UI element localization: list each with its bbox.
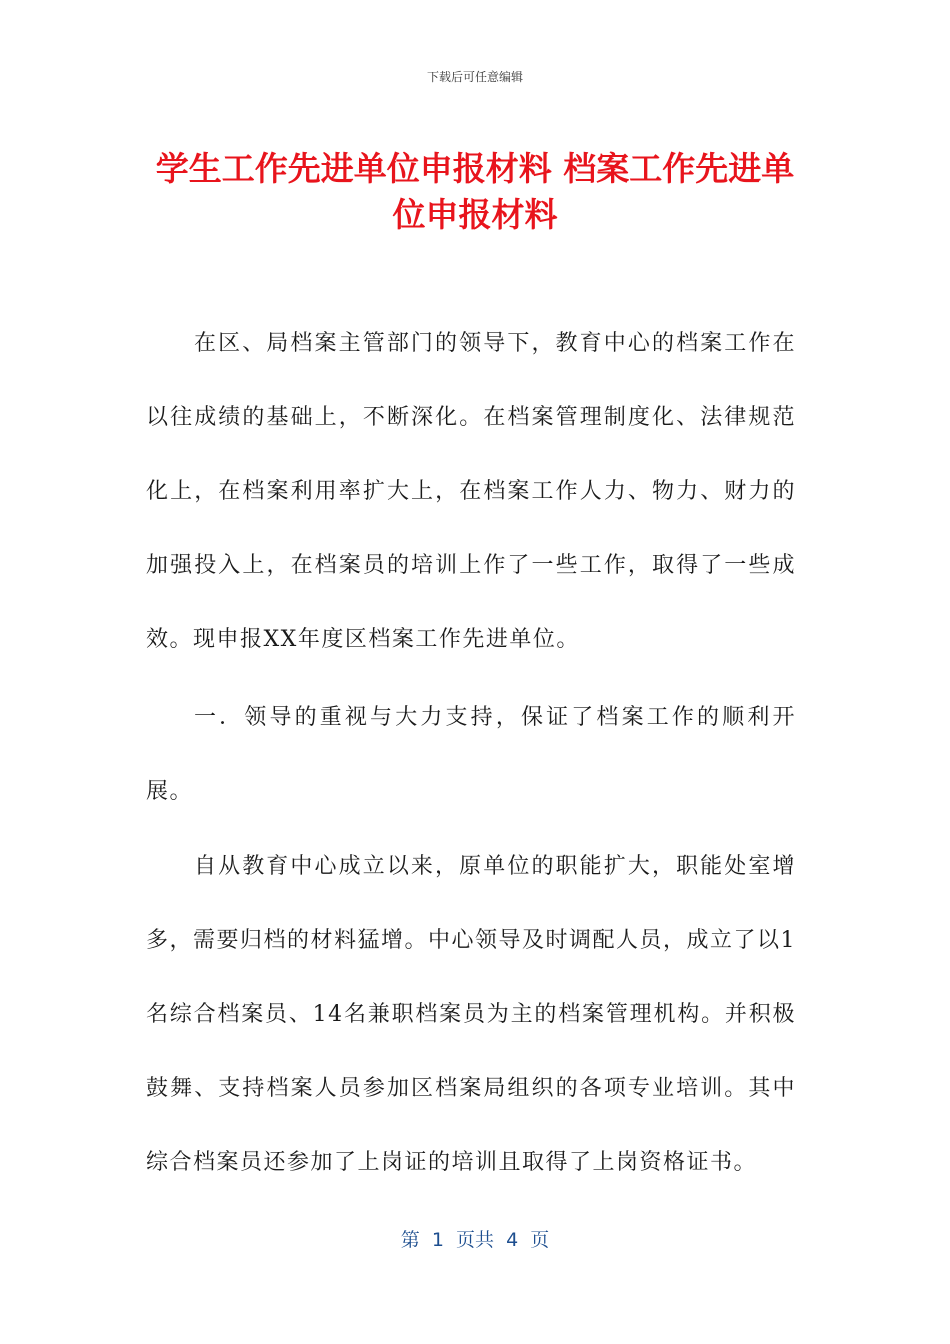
page-number-footer: 第 1 页共 4 页 <box>400 1229 550 1251</box>
document-title: 学生工作先进单位申报材料 档案工作先进单位申报材料 <box>155 149 795 234</box>
section-heading-1: 一．领导的重视与大力支持，保证了档案工作的顺利开展。 <box>146 705 796 804</box>
header-note: 下载后可任意编辑 <box>426 70 523 84</box>
paragraph-section-1: 自从教育中心成立以来，原单位的职能扩大，职能处室增多，需要归档的材料猛增。中心领导及时调配人员，成立了以1名综合档案员、14名兼职档案员为主的档案管理机构。并积极鼓舞、支持档案人员参加区档案局组织的各项专业培训。其中综合档案员还参加了上岗证的培训且取得了上岗资格证书。 <box>146 854 796 1175</box>
paragraph-intro: 在区、局档案主管部门的领导下，教育中心的档案工作在以往成绩的基础上，不断深化。在档案管理制度化、法律规范化上，在档案利用率扩大上，在档案工作人力、物力、财力的加强投入上，在档案员的培训上作了一些工作，取得了一些成效。现申报XX年度区档案工作先进单位。 <box>146 331 796 652</box>
